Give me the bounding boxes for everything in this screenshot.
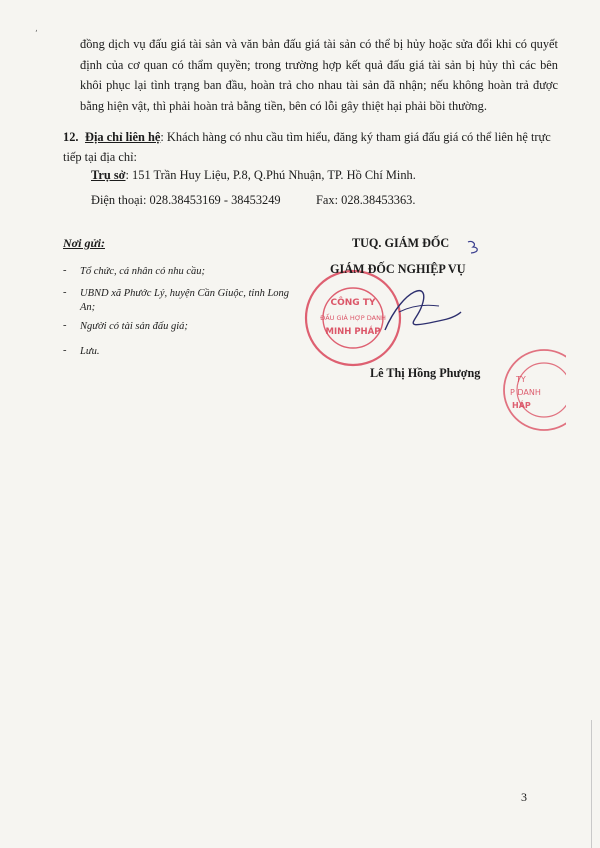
svg-text:TY: TY xyxy=(516,375,526,384)
scan-edge-line xyxy=(591,720,592,848)
paragraph-continuation: đồng dịch vụ đấu giá tài sản và văn bản đấu giá tài sản có thể bị hủy hoặc sửa đổi khi có quyết định của cơ quan có thẩm quyền; trong trường hợp kết quả đấu giá tài sản bị hủy thì các bên khôi phục lại tình trạng ban đầu, hoàn trả cho nhau tài sản đã nhận; nếu không hoàn trả được bằng hiện vật, thì phải hoàn trả bằng tiền, bên có lỗi gây thiệt hại phải bồi thường. xyxy=(80,37,558,113)
position-title: GIÁM ĐỐC NGHIỆP VỤ xyxy=(330,262,466,276)
recipient-item: Tổ chức, cá nhân có nhu cầu; xyxy=(80,266,205,277)
section-text: : Khách hàng có nhu cầu tìm hiểu, đăng ký tham giá đấu giá có thể liên hệ trực tiếp tại địa chỉ: xyxy=(63,130,551,164)
phone-number: Điện thoại: 028.38453169 - 38453249 xyxy=(91,193,281,207)
recipient-item: UBND xã Phước Lý, huyện Cần Giuộc, tỉnh Long An; xyxy=(80,288,290,313)
svg-text:P DANH: P DANH xyxy=(510,388,541,397)
bullet: - xyxy=(63,265,67,276)
office-address: : 151 Trần Huy Liệu, P.8, Q.Phú Nhuận, TP. Hồ Chí Minh. xyxy=(125,168,416,182)
scan-speck: , xyxy=(35,24,38,34)
office-address-line xyxy=(91,168,416,183)
bullet: - xyxy=(63,287,67,298)
initial-mark-icon xyxy=(465,238,485,256)
contact-section xyxy=(63,127,558,167)
section-label: Địa chỉ liên hệ xyxy=(85,130,161,144)
section-number: 12. xyxy=(63,130,79,144)
recipient-item: Người có tài sản đấu giá; xyxy=(80,321,188,332)
svg-text:CÔNG TY: CÔNG TY xyxy=(330,298,376,308)
office-label: Trụ sở xyxy=(91,168,126,182)
svg-text:MINH PHÁP: MINH PHÁP xyxy=(325,327,381,337)
svg-text:HÁP: HÁP xyxy=(512,401,531,410)
seal-overprint-icon xyxy=(496,348,566,433)
company-seal-icon xyxy=(303,268,463,368)
recipients-heading xyxy=(63,236,105,251)
recipients-heading-text: Nơi gửi xyxy=(63,236,101,250)
page-number: 3 xyxy=(521,790,527,804)
bullet: - xyxy=(63,345,67,356)
recipient-item: Lưu. xyxy=(80,346,100,357)
svg-text:ĐẤU GIÁ HỢP DANH: ĐẤU GIÁ HỢP DANH xyxy=(320,314,386,322)
authorization-title: TUQ. GIÁM ĐỐC xyxy=(352,236,450,250)
signer-name: Lê Thị Hồng Phượng xyxy=(370,366,481,380)
fax-number: Fax: 028.38453363. xyxy=(316,193,416,207)
bullet: - xyxy=(63,320,67,331)
recipients-heading-colon: : xyxy=(100,236,105,250)
